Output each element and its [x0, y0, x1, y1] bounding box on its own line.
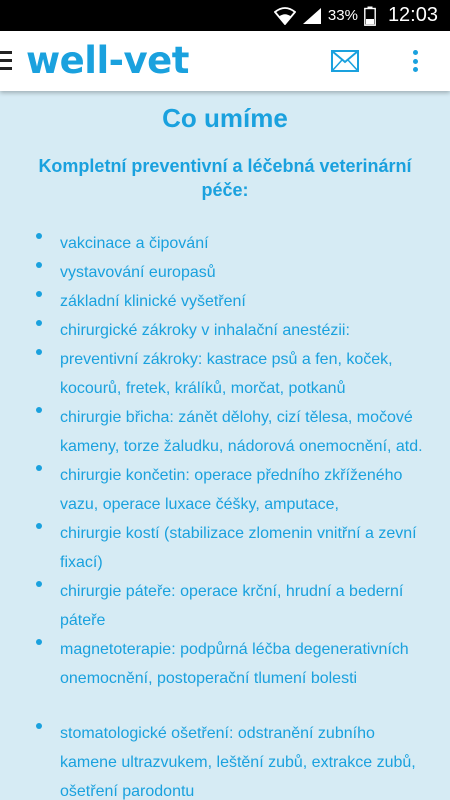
- list-item: chirurgie páteře: operace krční, hrudní a bederní páteře: [36, 577, 426, 635]
- list-item: stomatologické ošetření: odstranění zubního kamene ultrazvukem, leštění zubů, extrakce zubů, ošetření parodontu: [36, 719, 426, 800]
- battery-percentage: 33%: [327, 7, 358, 24]
- app-bar: [0, 31, 450, 91]
- list-item: vakcinace a čipování: [36, 229, 426, 258]
- list-item: magnetoterapie: podpůrná léčba degenerativních onemocnění, postoperační tlumení bolesti: [36, 635, 426, 693]
- logo[interactable]: well-vet: [26, 39, 189, 82]
- mail-icon[interactable]: [331, 50, 359, 72]
- list-item: chirurgie kostí (stabilizace zlomenin vnitřní a zevní fixací): [36, 519, 426, 577]
- list-item: chirurgické zákroky v inhalační anestézii:: [36, 316, 426, 345]
- wifi-icon: [274, 7, 296, 25]
- list-item: chirurgie končetin: operace předního zkříženého vazu, operace luxace čéšky, amputace,: [36, 461, 426, 519]
- more-vert-icon[interactable]: [405, 47, 425, 75]
- section-subtitle: Kompletní preventivní a léčebná veterinární péče:: [38, 156, 412, 200]
- list-item: chirurgie břicha: zánět dělohy, cizí tělesa, močové kameny, torze žaludku, nádorová onemocnění, atd.: [36, 403, 426, 461]
- main-content: [0, 91, 450, 800]
- menu-icon[interactable]: [0, 51, 14, 71]
- signal-icon: [302, 7, 322, 25]
- list-item: preventivní zákroky: kastrace psů a fen, koček, kocourů, fretek, králíků, morčat, potkanů: [36, 345, 426, 403]
- page-title: Co umíme: [162, 103, 288, 133]
- clock: 12:03: [387, 4, 438, 26]
- services-list: [36, 229, 426, 800]
- status-bar: [0, 0, 450, 31]
- list-item: vystavování europasů: [36, 258, 426, 287]
- battery-icon: [364, 6, 376, 26]
- list-item: základní klinické vyšetření: [36, 287, 426, 316]
